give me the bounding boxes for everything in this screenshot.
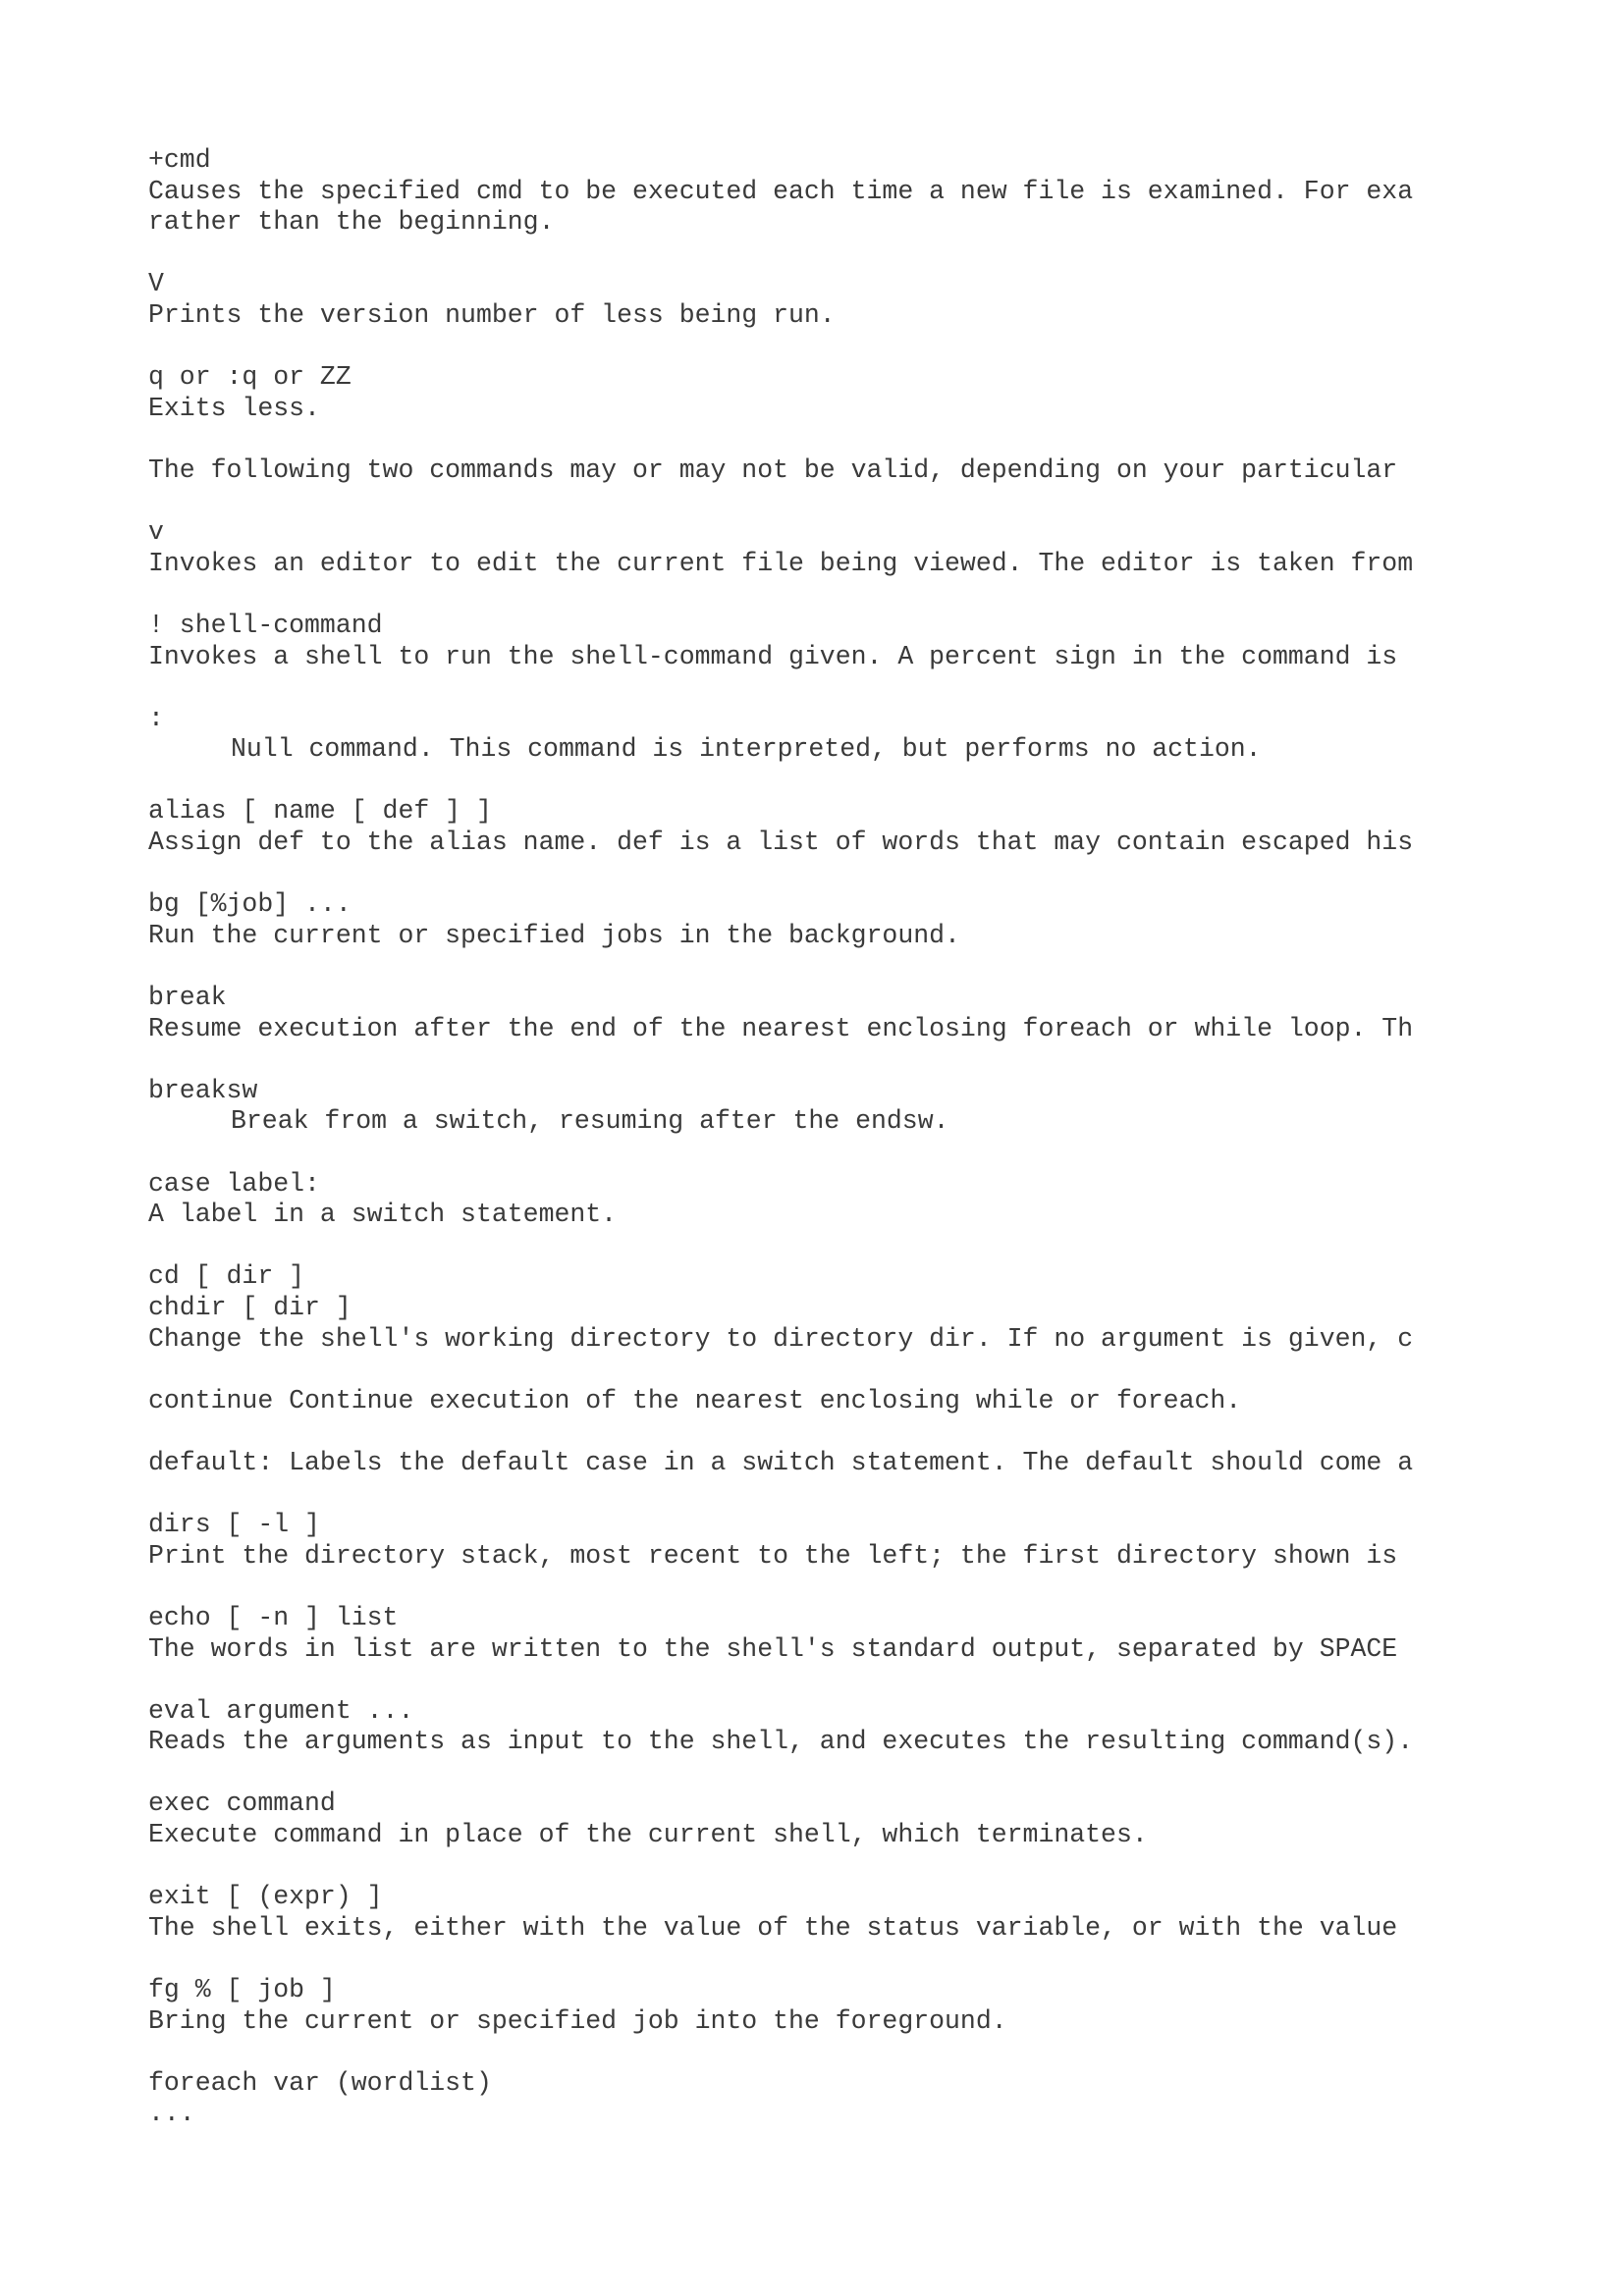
blank-line [148, 487, 1483, 518]
blank-line [148, 951, 1483, 983]
text-line: case label: [148, 1168, 320, 1199]
text-line: bg [%job] ... [148, 889, 352, 920]
text-line: break [148, 983, 227, 1013]
text-line: The shell exits, either with the value of the status variable, or with the value [148, 1912, 1398, 1943]
blank-line [148, 1851, 1483, 1883]
text-line: Change the shell's working directory to directory dir. If no argument is given, c [148, 1323, 1414, 1354]
blank-line [148, 332, 1483, 363]
text-line: fg % [ job ] [148, 1975, 336, 2005]
text-line: chdir [ dir ] [148, 1292, 352, 1322]
text-line: Execute command in place of the current shell, which terminates. [148, 1820, 1148, 1850]
blank-line [148, 1355, 1483, 1386]
text-line: Exits less. [148, 393, 320, 423]
text-line: continue Continue execution of the nearest enclosing while or foreach. [148, 1385, 1242, 1415]
text-line: exec command [148, 1789, 336, 1819]
blank-line [148, 424, 1483, 455]
blank-line [148, 239, 1483, 270]
text-line: q or :q or ZZ [148, 362, 352, 393]
text-line: Assign def to the alias name. def is a list of words that may contain escaped his [148, 828, 1414, 858]
text-line: Bring the current or specified job into the foreground. [148, 2005, 1007, 2036]
text-line: Prints the version number of less being run. [148, 299, 836, 330]
text-line: Resume execution after the end of the nearest enclosing foreach or while loop. Th [148, 1013, 1414, 1043]
text-line: V [148, 269, 164, 299]
blank-line [148, 1665, 1483, 1696]
text-line: exit [ (expr) ] [148, 1882, 383, 1912]
blank-line [148, 859, 1483, 890]
blank-line [148, 579, 1483, 611]
text-line: A label in a switch statement. [148, 1200, 618, 1230]
text-line: Run the current or specified jobs in the background. [148, 920, 960, 950]
text-line: ! shell-command [148, 610, 383, 640]
text-line: breaksw [148, 1075, 258, 1105]
blank-line [148, 1138, 1483, 1169]
blank-line [148, 1572, 1483, 1603]
text-line: : [148, 703, 164, 733]
blank-line [148, 672, 1483, 704]
blank-line [148, 1479, 1483, 1511]
text-line: The words in list are written to the shell's standard output, separated by SPACE [148, 1633, 1398, 1664]
text-line: v [148, 517, 164, 548]
text-line: foreach var (wordlist) [148, 2067, 492, 2098]
text-line: Causes the specified cmd to be executed each time a new file is examined. For exa [148, 176, 1414, 206]
text-line: Invokes a shell to run the shell-command given. A percent sign in the command is [148, 641, 1398, 671]
text-line: echo [ -n ] list [148, 1602, 399, 1632]
text-line: ... [148, 2099, 195, 2129]
document-body [148, 145, 1483, 2130]
text-line: Reads the arguments as input to the shell, and executes the resulting command(s). [148, 1727, 1414, 1757]
blank-line [148, 766, 1483, 797]
text-line: rather than the beginning. [148, 207, 555, 238]
blank-line [148, 2037, 1483, 2068]
text-line: eval argument ... [148, 1695, 414, 1726]
text-line: Break from a switch, resuming after the endsw. [231, 1106, 949, 1137]
blank-line [148, 1758, 1483, 1789]
text-line: alias [ name [ def ] ] [148, 796, 492, 827]
blank-line [148, 1944, 1483, 1975]
text-line: Print the directory stack, most recent to the left; the first directory shown is [148, 1540, 1398, 1571]
text-line: Null command. This command is interpreted, but performs no action. [231, 734, 1262, 765]
blank-line [148, 1416, 1483, 1448]
text-line: The following two commands may or may not be valid, depending on your particular [148, 454, 1398, 485]
text-line: default: Labels the default case in a switch statement. The default should come a [148, 1447, 1414, 1477]
blank-line [148, 1044, 1483, 1076]
text-line: +cmd [148, 145, 211, 175]
text-line: dirs [ -l ] [148, 1510, 320, 1540]
blank-line [148, 1231, 1483, 1262]
text-line: cd [ dir ] [148, 1261, 305, 1292]
text-line: Invokes an editor to edit the current file being viewed. The editor is taken from [148, 548, 1414, 578]
